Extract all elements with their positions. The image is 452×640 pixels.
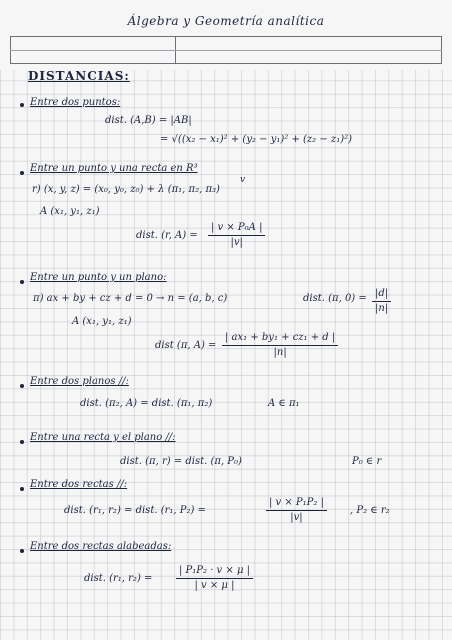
formula-parallel-lines-note: , P₂ ∈ r₂ [350,505,390,516]
formula-point-line-fraction [208,222,265,249]
fraction-denominator: |n| [273,347,287,358]
fraction-denominator: |v| [290,512,303,523]
bullet [20,171,24,175]
fraction-numerator: | P₁P₂ · v × μ | [176,565,253,579]
header-rule [10,50,442,51]
line-equation: r) (x, y, z) = (x₀, y₀, z₀) + λ (π₁, π₂, π₃) [32,184,220,195]
section-label-two-lines: Entre dos rectas //: [30,479,128,490]
formula-origin-plane-fraction [372,288,391,315]
fraction-numerator: | ax₁ + by₁ + cz₁ + d | [222,332,338,346]
section-label-point-plane: Entre un punto y un plano: [30,272,167,283]
plane-equation: π) ax + by + cz + d = 0 → n = (a, b, c) [33,293,228,304]
formula-point-plane-fraction [222,332,338,359]
formula-line-plane: dist. (π, r) = dist. (π, P₀) [120,456,242,467]
formula-parallel-lines-fraction [266,497,327,524]
section-label-two-points: Entre dos puntos: [30,97,121,108]
formula-origin-plane-lhs: dist. (π, 0) = [303,293,367,304]
fraction-numerator: | v × P₁P₂ | [266,497,327,511]
bullet [20,440,24,444]
formula-line-plane-note: P₀ ∈ r [352,456,382,467]
fraction-numerator: |d| [372,288,391,302]
formula-skew-lines-lhs: dist. (r₁, r₂) = [84,573,153,584]
point-a: A (x₁, y₁, z₁) [72,316,132,327]
page-title: Álgebra y Geometría analítica [127,14,325,28]
heading-distancias: DISTANCIAS: [28,69,130,83]
fraction-denominator: |v| [230,237,243,248]
bullet [20,549,24,553]
formula-parallel-lines-lhs: dist. (r₁, r₂) = dist. (r₁, P₂) = [64,505,206,516]
section-label-line-plane: Entre una recta y el plano //: [30,432,176,443]
fraction-denominator: |n| [374,303,389,314]
vector-mark: v [240,175,246,185]
formula-point-line-lhs: dist. (r, A) = [136,230,198,241]
section-label-skew-lines: Entre dos rectas alabeadas: [30,541,172,552]
section-label-two-planes: Entre dos planos //: [30,376,129,387]
formula-point-plane-lhs: dist (π, A) = [155,340,217,351]
bullet [20,280,24,284]
bullet [20,384,24,388]
bullet [20,103,24,107]
section-label-point-line: Entre un punto y una recta en R³ [30,163,198,174]
fraction-numerator: | v × P₀A | [208,222,265,236]
formula-points: dist. (A,B) = |AB| [105,115,192,126]
fraction-denominator: | v × μ | [194,580,235,591]
formula-planes: dist. (π₂, A) = dist. (π₁, π₂) [80,398,213,409]
formula-points-expanded: = √((x₂ − x₁)² + (y₂ − y₁)² + (z₂ − z₁)²) [160,134,353,145]
formula-skew-lines-fraction [176,565,253,592]
point-a: A (x₁, y₁, z₁) [40,206,100,217]
bullet [20,487,24,491]
formula-planes-note: A ∈ π₁ [268,398,300,409]
